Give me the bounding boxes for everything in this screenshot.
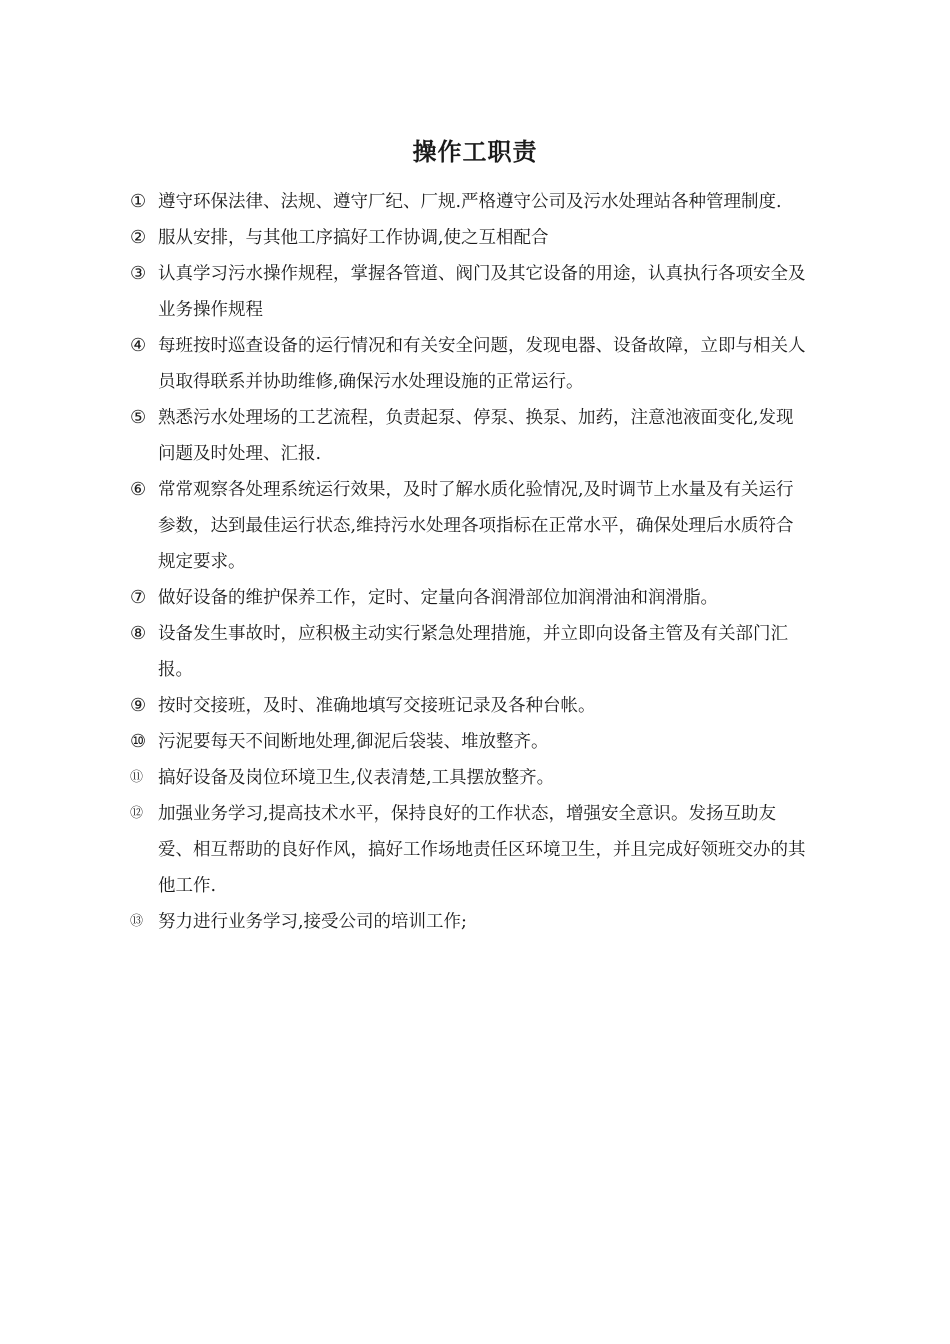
duty-item-4 [130,328,810,400]
item-number: ⑥ [130,479,147,500]
duty-item-7 [130,580,810,616]
duty-item-13 [130,904,810,940]
document-title: 操作工职责 [412,138,538,166]
item-number: ⑨ [130,695,147,716]
item-number: ② [130,227,147,248]
item-text: 每班按时巡查设备的运行情况和有关安全问题，发现电器、设备故障，立即与相关人员取得联系并协助维修,确保污水处理设施的正常运行。 [158,336,806,392]
duty-item-9 [130,688,810,724]
item-text: 熟悉污水处理场的工艺流程，负责起泵、停泵、换泵、加药，注意池液面变化,发现问题及时处理、汇报. [158,408,794,464]
duty-item-2 [130,220,810,256]
item-text: 按时交接班，及时、准确地填写交接班记录及各种台帐。 [158,696,596,716]
item-number: ⑧ [130,623,147,644]
duty-item-3 [130,256,810,328]
item-text: 服从安排，与其他工序搞好工作协调,使之互相配合 [158,228,549,248]
duty-item-12 [130,796,810,904]
item-text: 努力进行业务学习,接受公司的培训工作; [158,912,467,932]
duty-item-10 [130,724,810,760]
item-number: ⑫ [130,806,144,821]
duty-item-5 [130,400,810,472]
item-number: ① [130,191,147,212]
item-number: ⑬ [130,914,144,929]
item-text: 搞好设备及岗位环境卫生,仪表清楚,工具摆放整齐。 [158,768,555,788]
item-number: ⑦ [130,587,147,608]
item-text: 设备发生事故时，应积极主动实行紧急处理措施，并立即向设备主管及有关部门汇报。 [158,624,788,680]
item-text: 污泥要每天不间断地处理,御泥后袋装、堆放整齐。 [158,732,549,752]
duty-item-8 [130,616,810,688]
item-text: 常常观察各处理系统运行效果，及时了解水质化验情况,及时调节上水量及有关运行参数，达到最佳运行状态,维持污水处理各项指标在正常水平，确保处理后水质符合规定要求。 [158,480,794,572]
item-text: 加强业务学习,提高技术水平，保持良好的工作状态，增强安全意识。发扬互助友爱、相互帮助的良好作风，搞好工作场地责任区环境卫生，并且完成好领班交办的其他工作. [158,804,806,896]
duty-list [130,184,810,940]
item-number: ⑪ [130,770,144,785]
duty-item-11 [130,760,810,796]
item-number: ⑩ [130,731,147,752]
item-number: ④ [130,335,147,356]
item-number: ⑤ [130,407,147,428]
item-text: 遵守环保法律、法规、遵守厂纪、厂规.严格遵守公司及污水处理站各种管理制度. [158,192,782,212]
duty-item-6 [130,472,810,580]
item-number: ③ [130,263,147,284]
item-text: 认真学习污水操作规程，掌握各管道、阀门及其它设备的用途，认真执行各项安全及业务操作规程 [158,264,806,320]
item-text: 做好设备的维护保养工作，定时、定量向各润滑部位加润滑油和润滑脂。 [158,588,718,608]
duty-item-1 [130,184,810,220]
